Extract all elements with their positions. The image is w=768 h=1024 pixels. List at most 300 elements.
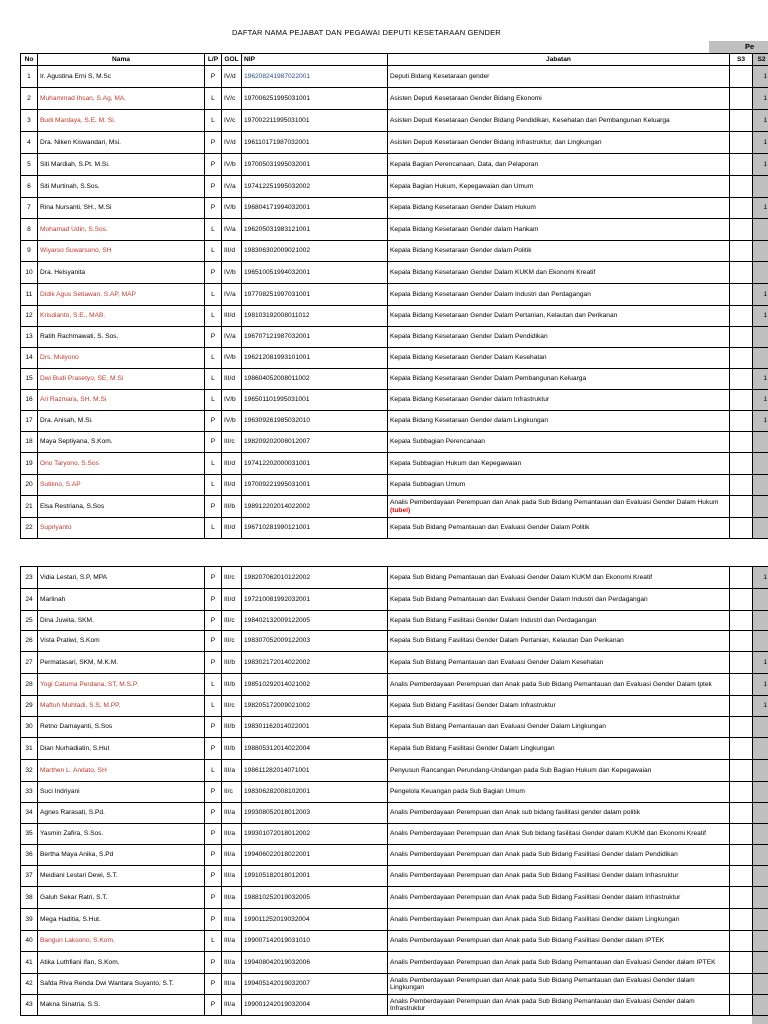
employee-name: Galuh Sekar Ratri, S.T. <box>38 887 205 909</box>
position-text: Kepala Bidang Kesetaraan Gender Dalam Hukum <box>390 204 536 212</box>
employee-name: Bangun Laksono, S.Kom. <box>38 931 205 952</box>
row-number: 33 <box>21 782 38 803</box>
s2-cell <box>753 219 768 241</box>
s3-cell <box>730 306 753 327</box>
nip-cell: 196110171987032001 <box>242 132 388 154</box>
position-text: Analis Pemberdayaan Perempuan dan Anak Sub bidang fasilitasi Gender dalam KUKM dan Ekonomi Kreatif <box>390 830 706 838</box>
table-row <box>21 909 768 931</box>
employee-name: Dwi Budi Prasetyo, SE, M.Si <box>38 369 205 390</box>
nip-cell: 196205031983121001 <box>242 219 388 241</box>
position-cell <box>388 132 730 154</box>
employee-name: Supriyanto <box>38 518 205 539</box>
table-row <box>21 952 768 974</box>
s3-cell <box>730 327 753 348</box>
s3-cell <box>730 241 753 262</box>
rank-cell: IV/b <box>222 411 242 432</box>
position-text: Kepala Bagian Hukum, Kepegawaian dan Umum <box>390 182 534 190</box>
position-text: Kepala Bidang Kesetaraan Gender dalam Politik <box>390 247 532 255</box>
nip-cell: 198306302009021002 <box>242 241 388 262</box>
row-number: 27 <box>21 652 38 674</box>
position-text: Kepala Sub Bidang Pemantauan dan Evaluasi Gender Dalam Politik <box>390 524 590 532</box>
gender-cell: P <box>205 198 222 219</box>
s2-cell <box>753 241 768 262</box>
s2-cell: 1 <box>753 154 768 176</box>
rank-cell: III/a <box>222 887 242 909</box>
employee-name: Makna Sinatria, S.S. <box>38 995 205 1016</box>
s2-cell: 1 <box>753 369 768 390</box>
rank-cell: III/a <box>222 866 242 887</box>
position-cell <box>388 782 730 803</box>
position-text: Kepala Bidang Kesetaraan Gender Dalam Pendidikan <box>390 333 548 341</box>
s3-cell <box>730 411 753 432</box>
rank-cell: III/a <box>222 974 242 995</box>
table-row <box>21 824 768 845</box>
gender-cell: P <box>205 845 222 866</box>
nip-cell: 198103192008011012 <box>242 306 388 327</box>
table-row <box>21 803 768 824</box>
rank-cell: IV/b <box>222 390 242 411</box>
table-row <box>21 631 768 652</box>
position-cell <box>388 390 730 411</box>
nip-cell: 199001242019032004 <box>242 995 388 1016</box>
s2-cell: 1 <box>753 306 768 327</box>
nip-cell: 199406022018022001 <box>242 845 388 866</box>
table-row <box>21 611 768 631</box>
s3-cell <box>730 631 753 652</box>
row-number: 11 <box>21 284 38 306</box>
rank-cell: III/c <box>222 631 242 652</box>
nip-cell: 197210081992032001 <box>242 589 388 611</box>
s3-cell <box>730 348 753 369</box>
table-row <box>21 782 768 803</box>
nip-cell: 198205172009021002 <box>242 696 388 717</box>
row-number: 19 <box>21 453 38 475</box>
rank-cell: III/a <box>222 824 242 845</box>
employee-table-part-1 <box>20 53 768 539</box>
row-number: 25 <box>21 611 38 631</box>
employee-name: Marlinah <box>38 589 205 611</box>
position-cell <box>388 845 730 866</box>
s2-cell <box>753 824 768 845</box>
position-text: Pengelola Keuangan pada Sub Bagian Umum <box>390 788 525 796</box>
rank-cell: IV/c <box>222 88 242 110</box>
s2-cell <box>753 995 768 1016</box>
employee-name: Permatasari, SKM, M.K.M. <box>38 652 205 674</box>
s3-cell <box>730 974 753 995</box>
gender-cell: L <box>205 518 222 539</box>
s3-cell <box>730 696 753 717</box>
row-number: 29 <box>21 696 38 717</box>
gender-cell: L <box>205 241 222 262</box>
gender-cell: L <box>205 306 222 327</box>
s2-cell: 1 <box>753 66 768 88</box>
position-text: Kepala Subbagian Umum <box>390 481 466 489</box>
table-row <box>21 369 768 390</box>
gender-cell: P <box>205 974 222 995</box>
position-text: Analis Pemberdayaan Perempuan dan Anak pada Sub Bidang Pemantauan dan Evaluasi Gender dalam Lingkungan <box>390 976 695 991</box>
table-row <box>21 154 768 176</box>
gender-cell: P <box>205 132 222 154</box>
s3-cell <box>730 154 753 176</box>
row-number: 7 <box>21 198 38 219</box>
rank-cell: IV/b <box>222 198 242 219</box>
s3-cell <box>730 760 753 782</box>
rank-cell: III/c <box>222 432 242 453</box>
s2-cell: 1 <box>753 652 768 674</box>
nip-cell: 197005031995032001 <box>242 154 388 176</box>
employee-name: Dra. Niken Kiswandari, Msi. <box>38 132 205 154</box>
employee-name: Siti Murtinah, S.Sos. <box>38 176 205 198</box>
gender-cell: P <box>205 154 222 176</box>
position-cell <box>388 866 730 887</box>
position-cell <box>388 974 730 995</box>
s2-cell: 1 <box>753 88 768 110</box>
nip-cell: 198810252019032005 <box>242 887 388 909</box>
row-number: 28 <box>21 674 38 696</box>
s2-cell <box>753 887 768 909</box>
s2-cell <box>753 589 768 611</box>
position-cell <box>388 674 730 696</box>
position-text: Kepala Bidang Kesetaraan Gender Dalam Pembangunan Keluarga <box>390 375 587 383</box>
position-cell <box>388 432 730 453</box>
position-cell <box>388 803 730 824</box>
s2-cell <box>753 760 768 782</box>
rank-cell: III/d <box>222 589 242 611</box>
rank-cell: III/b <box>222 496 242 518</box>
position-cell <box>388 453 730 475</box>
gender-cell: L <box>205 110 222 132</box>
position-text: Analis Pemberdayaan Perempuan dan Anak pada Sub Bidang Fasilitasi Gender dalam Infrasruktur <box>390 872 679 880</box>
s3-cell <box>730 198 753 219</box>
table-row <box>21 567 768 589</box>
s2-cell: 1 <box>753 284 768 306</box>
header-s3: S3 <box>730 54 753 66</box>
table-row <box>21 866 768 887</box>
header-lp: L/P <box>205 54 222 66</box>
row-number: 16 <box>21 390 38 411</box>
table-row <box>21 475 768 496</box>
s3-cell <box>730 475 753 496</box>
s3-cell <box>730 866 753 887</box>
s2-cell <box>753 631 768 652</box>
position-text: Kepala Sub Bidang Pemantauan dan Evaluasi Gender Dalam Kesehatan <box>390 658 604 666</box>
gender-cell: P <box>205 176 222 198</box>
s3-cell <box>730 931 753 952</box>
position-text: Kepala Bidang Kesetaraan Gender Dalam Pertanian, Kelautan dan Perikanan <box>390 312 618 320</box>
s2-cell <box>753 717 768 738</box>
position-text: Analis Pemberdayaan Perempuan dan Anak pada Sub Bidang Pemantauan dan Evaluasi Gender Dalam Iptek <box>390 680 712 688</box>
table-row <box>21 696 768 717</box>
nip-cell: 198301162014022001 <box>242 717 388 738</box>
table-row <box>21 411 768 432</box>
gender-cell: P <box>205 803 222 824</box>
row-number: 5 <box>21 154 38 176</box>
employee-name: Dina Juwita, SKM. <box>38 611 205 631</box>
table-row <box>21 518 768 539</box>
s2-cell: 1 <box>753 696 768 717</box>
rank-cell: III/b <box>222 717 242 738</box>
nip-cell: 199007142019031010 <box>242 931 388 952</box>
position-cell <box>388 887 730 909</box>
gender-cell: L <box>205 219 222 241</box>
row-number: 8 <box>21 219 38 241</box>
row-number: 22 <box>21 518 38 539</box>
s3-cell <box>730 66 753 88</box>
gender-cell: P <box>205 652 222 674</box>
table-row <box>21 241 768 262</box>
nip-cell: 197412202000031001 <box>242 453 388 475</box>
nip-cell: 197006251995031001 <box>242 88 388 110</box>
row-number: 10 <box>21 262 38 284</box>
s3-cell <box>730 803 753 824</box>
rank-cell: IV/a <box>222 176 242 198</box>
nip-cell: 198307052009122003 <box>242 631 388 652</box>
position-text: Kepala Bidang Kesetaraan Gender Dalam KUKM dan Ekonomi Kreatif <box>390 268 596 276</box>
position-cell <box>388 327 730 348</box>
employee-name: Retno Damayanti, S.Sos <box>38 717 205 738</box>
position-text: Kepala Sub Bidang Fasilitasi Gender Dalam Industri dan Perdagangan <box>390 616 597 624</box>
row-number: 40 <box>21 931 38 952</box>
table-row <box>21 931 768 952</box>
s3-cell <box>730 369 753 390</box>
s3-cell <box>730 952 753 974</box>
row-number: 15 <box>21 369 38 390</box>
nip-cell: 197002211995031001 <box>242 110 388 132</box>
s2-cell <box>753 974 768 995</box>
s3-cell <box>730 887 753 909</box>
position-cell <box>388 176 730 198</box>
s3-cell <box>730 219 753 241</box>
s3-cell <box>730 453 753 475</box>
row-number: 13 <box>21 327 38 348</box>
employee-name: Elsa Restriana, S.Sos <box>38 496 205 518</box>
employee-name: Wiyarso Suwarsono, SH <box>38 241 205 262</box>
table-row <box>21 390 768 411</box>
position-text: Analis Pemberdayaan Perempuan dan Anak pada Sub Bidang Fasilitasi Gender dalam Lingkungan <box>390 915 680 923</box>
rank-cell: III/d <box>222 453 242 475</box>
header-nip: NIP <box>242 54 388 66</box>
gender-cell: P <box>205 887 222 909</box>
position-text: Kepala Sub Bidang Pemantauan dan Evaluasi Gender Dalam KUKM dan Ekonomi Kreatif <box>390 573 653 581</box>
position-text: Kepala Bagian Perencanaan, Data, dan Pelaporan <box>390 160 539 168</box>
nip-cell: 199105182018012001 <box>242 866 388 887</box>
s2-cell <box>753 176 768 198</box>
nip-cell: 198207062010122002 <box>242 567 388 589</box>
position-cell <box>388 760 730 782</box>
gender-cell: L <box>205 348 222 369</box>
table-row <box>21 496 768 518</box>
rank-cell: III/d <box>222 241 242 262</box>
s2-cell <box>753 952 768 974</box>
position-cell <box>388 589 730 611</box>
employee-name: Yasmin Zafira, S.Sos. <box>38 824 205 845</box>
position-text: Kepala Sub Bidang Pemantauan dan Evaluasi Gender Dalam Lingkungan <box>390 723 606 731</box>
rank-cell: IV/b <box>222 262 242 284</box>
employee-name: Vista Pratiwi, S.Kom <box>38 631 205 652</box>
row-number: 36 <box>21 845 38 866</box>
employee-name: Suci Indriyani <box>38 782 205 803</box>
position-cell <box>388 824 730 845</box>
table-row <box>21 432 768 453</box>
header-nama: Nama <box>38 54 205 66</box>
employee-name: Ratih Rachmawati, S. Sos. <box>38 327 205 348</box>
position-cell <box>388 411 730 432</box>
position-cell <box>388 931 730 952</box>
position-cell <box>388 262 730 284</box>
employee-name: Maya Septiyana, S.Kom. <box>38 432 205 453</box>
rank-cell: IV/a <box>222 284 242 306</box>
s2-cell <box>753 327 768 348</box>
position-text: Kepala Subbagian Hukum dan Kepegawaian <box>390 459 522 467</box>
position-text: Penyusun Rancangan Perundang-Undangan pada Sub Bagian Hukum dan Kepegawaian <box>390 766 652 774</box>
employee-name: Agnes Rarasati, S.Pd. <box>38 803 205 824</box>
table-row <box>21 717 768 738</box>
s3-cell <box>730 567 753 589</box>
nip-cell: 198306282008102001 <box>242 782 388 803</box>
rank-cell: III/d <box>222 369 242 390</box>
rank-cell: III/d <box>222 306 242 327</box>
table-row <box>21 132 768 154</box>
table-row <box>21 995 768 1016</box>
gender-cell: L <box>205 475 222 496</box>
employee-name: Dra. Helsyanita <box>38 262 205 284</box>
s3-cell <box>730 88 753 110</box>
nip-cell: 199301072018012002 <box>242 824 388 845</box>
rank-cell: III/a <box>222 803 242 824</box>
s2-cell: 1 <box>753 674 768 696</box>
table-row <box>21 327 768 348</box>
position-cell <box>388 995 730 1016</box>
row-number: 20 <box>21 475 38 496</box>
nip-cell: 196510051994032001 <box>242 262 388 284</box>
rank-cell: III/c <box>222 567 242 589</box>
position-cell <box>388 738 730 760</box>
nip-cell: 196501101995031001 <box>242 390 388 411</box>
rank-cell: IV/b <box>222 154 242 176</box>
s3-cell <box>730 176 753 198</box>
nip-cell: 196212081993101001 <box>242 348 388 369</box>
row-number: 21 <box>21 496 38 518</box>
nip-cell: 198604052008011002 <box>242 369 388 390</box>
table-header-row <box>21 54 768 66</box>
nip-cell: 198302172014022002 <box>242 652 388 674</box>
rank-cell: III/d <box>222 518 242 539</box>
rank-cell: III/b <box>222 738 242 760</box>
position-text: Analis Pemberdayaan Perempuan dan Anak pada Sub Bidang Pemantauan dan Evaluasi Gender dalam Infrastruktur <box>390 997 695 1012</box>
header-s2: S2 <box>753 54 768 66</box>
employee-table-part-2 <box>20 566 768 1016</box>
employee-name: Ir. Agustina Erni S, M.Sc <box>38 66 205 88</box>
gender-cell: P <box>205 411 222 432</box>
s2-cell <box>753 738 768 760</box>
s2-cell <box>753 931 768 952</box>
employee-name: Ono Taryono, S.Sos <box>38 453 205 475</box>
rank-cell: IV/b <box>222 348 242 369</box>
tubel-note: (tubel) <box>390 506 411 514</box>
position-cell <box>388 909 730 931</box>
s2-cell <box>753 803 768 824</box>
s2-cell: 1 <box>753 198 768 219</box>
s3-cell <box>730 518 753 539</box>
employee-name: Meidiani Lestari Dewi, S.T. <box>38 866 205 887</box>
rank-cell: III/b <box>222 674 242 696</box>
nip-cell: 199408042019032006 <box>242 952 388 974</box>
nip-cell: 197708251997031001 <box>242 284 388 306</box>
table-row <box>21 306 768 327</box>
row-number: 32 <box>21 760 38 782</box>
position-text: Analis Pemberdayaan Perempuan dan Anak sub bidang fasilitasi gender dalam politik <box>390 809 640 817</box>
position-cell <box>388 631 730 652</box>
s3-cell <box>730 496 753 518</box>
s2-cell <box>753 496 768 518</box>
position-cell <box>388 241 730 262</box>
rank-cell: III/a <box>222 931 242 952</box>
s2-cell <box>753 782 768 803</box>
gender-cell: L <box>205 674 222 696</box>
position-text: Kepala Bidang Kesetaraan Gender dalam Lingkungan <box>390 417 548 425</box>
s2-cell <box>753 611 768 631</box>
nip-cell: 196710281990121001 <box>242 518 388 539</box>
s2-cell <box>753 453 768 475</box>
position-text: Kepala Bidang Kesetaraan Gender dalam Infrastruktur <box>390 396 550 404</box>
employee-name: Marthen L. Andato, SH <box>38 760 205 782</box>
position-text: Kepala Sub Bidang Fasilitasi Gender Dalam Lingkungan <box>390 744 555 752</box>
gender-cell: L <box>205 390 222 411</box>
rank-cell: III/c <box>222 611 242 631</box>
gender-cell: L <box>205 453 222 475</box>
nip-cell: 196309261985032010 <box>242 411 388 432</box>
rank-cell: IV/a <box>222 219 242 241</box>
table-row <box>21 66 768 88</box>
position-cell <box>388 198 730 219</box>
table-row <box>21 219 768 241</box>
s2-cell: 1 <box>753 411 768 432</box>
position-cell <box>388 475 730 496</box>
s3-cell <box>730 909 753 931</box>
position-cell <box>388 348 730 369</box>
gender-cell: L <box>205 88 222 110</box>
position-cell <box>388 496 730 518</box>
position-text: Kepala Sub Bidang Fasilitasi Gender Dalam Infrastruktur <box>390 702 556 710</box>
rank-cell: III/a <box>222 845 242 866</box>
row-number: 14 <box>21 348 38 369</box>
nip-cell: 197412251995032002 <box>242 176 388 198</box>
s2-cell <box>753 475 768 496</box>
nip-cell: 198510292014021002 <box>242 674 388 696</box>
row-number: 37 <box>21 866 38 887</box>
rank-cell: III/a <box>222 909 242 931</box>
s2-cell: 1 <box>753 390 768 411</box>
row-number: 38 <box>21 887 38 909</box>
gender-cell: P <box>205 567 222 589</box>
position-text: Asisten Deputi Kesetaraan Gender Bidang Infrastruktur, dan Lingkungan <box>390 138 602 146</box>
gender-cell: P <box>205 824 222 845</box>
row-number: 35 <box>21 824 38 845</box>
s2-cell <box>753 518 768 539</box>
gender-cell: P <box>205 327 222 348</box>
nip-cell: 197009221995031001 <box>242 475 388 496</box>
s2-cell: 1 <box>753 567 768 589</box>
employee-name: Mohamad Udin, S.Sos. <box>38 219 205 241</box>
gender-cell: P <box>205 631 222 652</box>
rank-cell: III/d <box>222 475 242 496</box>
nip-cell: 196208241987022001 <box>242 66 388 88</box>
employee-name: Dra. Anisah, M.Si. <box>38 411 205 432</box>
position-cell <box>388 66 730 88</box>
table-row <box>21 589 768 611</box>
rank-cell: III/c <box>222 696 242 717</box>
employee-name: Siti Mardiah, S.Pt. M.Si. <box>38 154 205 176</box>
